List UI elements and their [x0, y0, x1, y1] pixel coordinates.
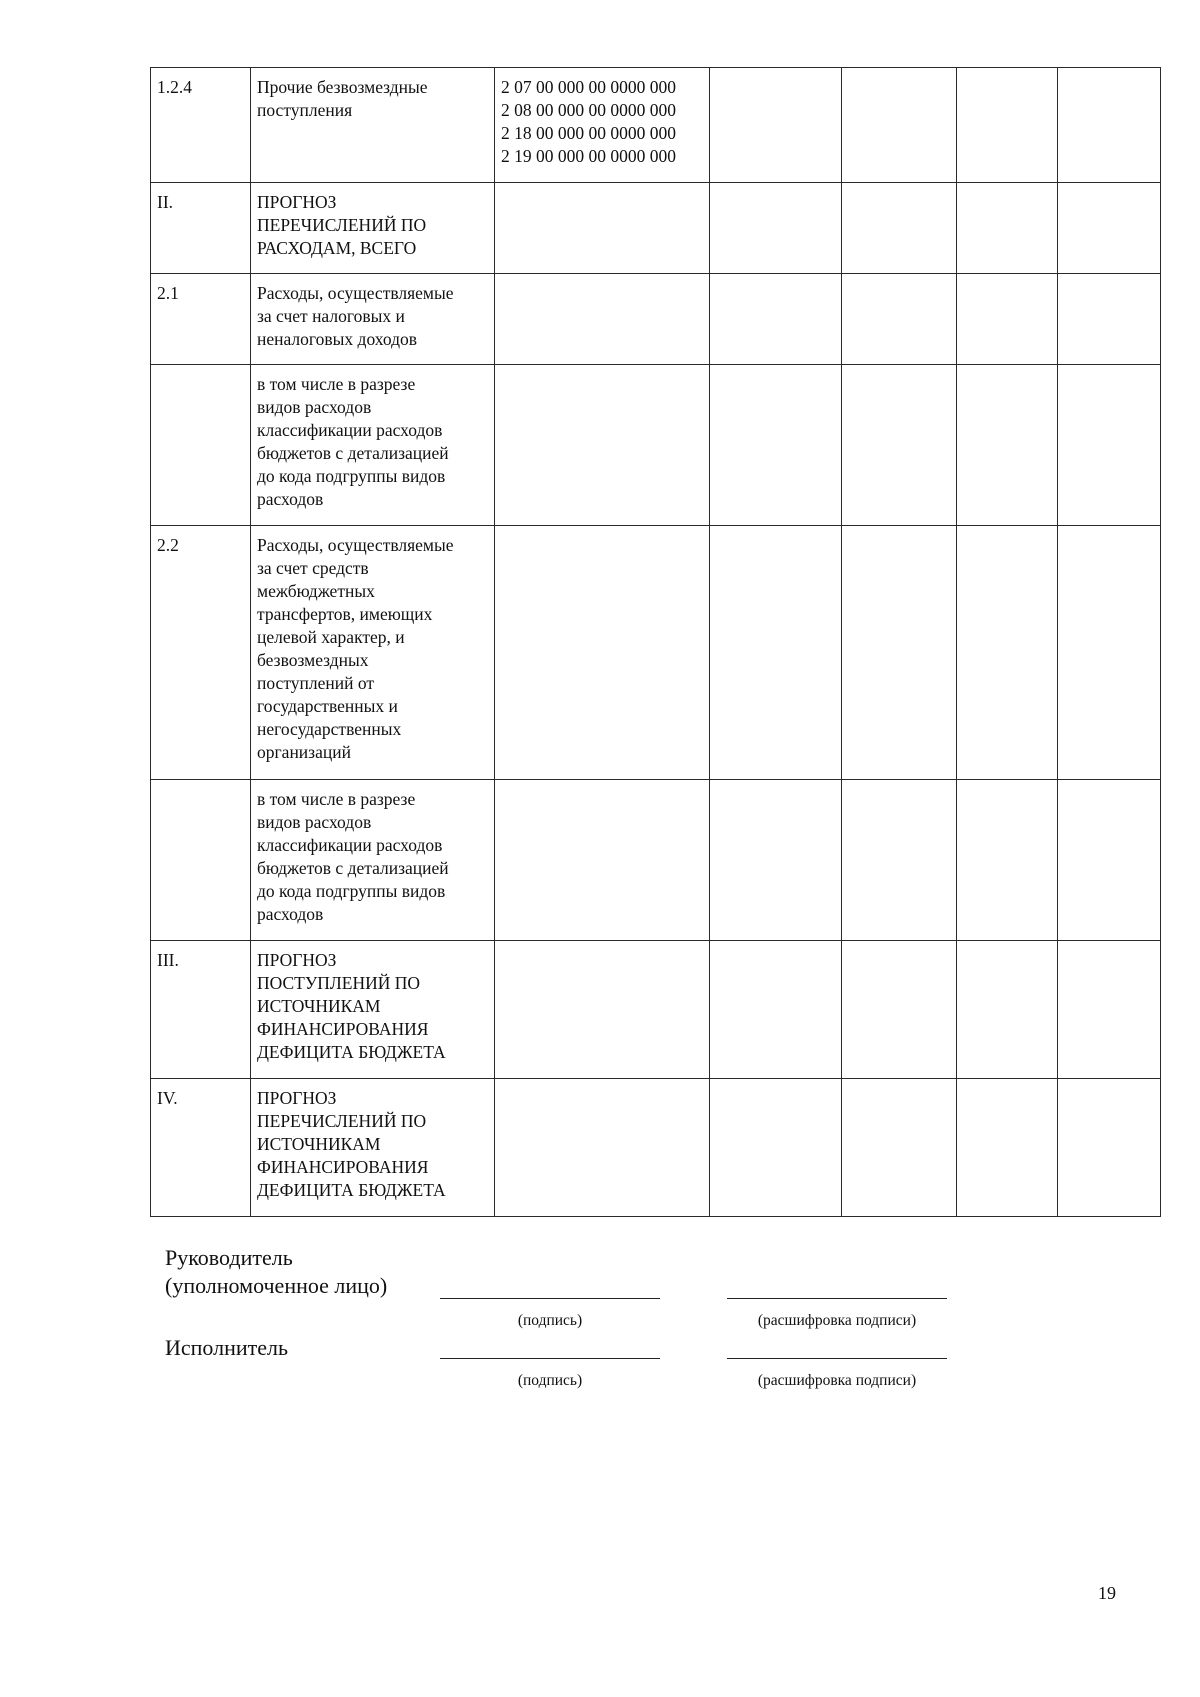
row-name-line: межбюджетных: [257, 581, 375, 601]
row-name-cell: [251, 780, 495, 941]
row-number-cell: [151, 780, 251, 941]
value-cell: [1058, 526, 1161, 780]
row-name-line: ФИНАНСИРОВАНИЯ: [257, 1019, 429, 1039]
row-name-line: безвозмездных: [257, 650, 369, 670]
value-cell: [957, 274, 1058, 365]
forecast-table: [150, 67, 1161, 1217]
executor-signature-line: [440, 1358, 660, 1359]
row-name-line: бюджетов с детализацией: [257, 858, 449, 878]
row-name-line: РАСХОДАМ, ВСЕГО: [257, 238, 417, 258]
value-cell: [1058, 941, 1161, 1079]
row-code-cell: [495, 780, 710, 941]
row-name-line: ИСТОЧНИКАМ: [257, 996, 381, 1016]
table-row: [151, 1079, 1161, 1217]
row-name-cell: [251, 1079, 495, 1217]
row-code-cell: [495, 526, 710, 780]
table-row: [151, 526, 1161, 780]
value-cell: [957, 183, 1058, 274]
head-label: [165, 1244, 387, 1300]
value-cell: [1058, 274, 1161, 365]
value-cell: [957, 365, 1058, 526]
value-cell: [957, 526, 1058, 780]
value-cell: [842, 274, 957, 365]
row-name-line: организаций: [257, 742, 351, 762]
row-name-line: целевой характер, и: [257, 627, 405, 647]
value-cell: [710, 1079, 842, 1217]
table-row: [151, 183, 1161, 274]
row-name-line: в том числе в разрезе: [257, 374, 416, 394]
row-name-line: ДЕФИЦИТА БЮДЖЕТА: [257, 1042, 446, 1062]
row-name-cell: [251, 941, 495, 1079]
table-row: [151, 68, 1161, 183]
value-cell: [710, 68, 842, 183]
head-decoding-caption: (расшифровка подписи): [757, 1312, 917, 1329]
value-cell: [842, 183, 957, 274]
row-name-line: ИСТОЧНИКАМ: [257, 1134, 381, 1154]
row-name-line: негосударственных: [257, 719, 402, 739]
table-row: [151, 274, 1161, 365]
value-cell: [842, 780, 957, 941]
row-code-cell: [495, 941, 710, 1079]
row-number-cell: 1.2.4: [151, 68, 251, 183]
value-cell: [710, 274, 842, 365]
row-name-line: за счет средств: [257, 558, 369, 578]
executor-decoding-caption: (расшифровка подписи): [757, 1372, 917, 1389]
row-name-line: ПЕРЕЧИСЛЕНИЙ ПО: [257, 1111, 427, 1131]
row-number-cell: III.: [151, 941, 251, 1079]
value-cell: [1058, 183, 1161, 274]
value-cell: [842, 365, 957, 526]
table-body: [151, 68, 1161, 1217]
row-name-line: ФИНАНСИРОВАНИЯ: [257, 1157, 429, 1177]
row-code-cell: [495, 274, 710, 365]
row-name-line: государственных и: [257, 696, 398, 716]
row-name-line: ПОСТУПЛЕНИЙ ПО: [257, 973, 421, 993]
value-cell: [842, 941, 957, 1079]
row-name-line: трансфертов, имеющих: [257, 604, 433, 624]
table-row: [151, 365, 1161, 526]
value-cell: [957, 68, 1058, 183]
page-number: 19: [1098, 1583, 1116, 1603]
row-code-line: 2 08 00 000 00 0000 000: [501, 100, 676, 120]
row-code-cell: [495, 1079, 710, 1217]
value-cell: [842, 526, 957, 780]
executor-decoding-line: [727, 1358, 947, 1359]
value-cell: [1058, 68, 1161, 183]
head-label-line1: Руководитель: [165, 1245, 293, 1270]
row-name-cell: [251, 68, 495, 183]
row-code-cell: [495, 365, 710, 526]
row-name-line: ПЕРЕЧИСЛЕНИЙ ПО: [257, 215, 427, 235]
row-name-line: расходов: [257, 489, 324, 509]
head-label-line2: (уполномоченное лицо): [165, 1273, 388, 1298]
row-name-line: поступления: [257, 100, 353, 120]
table-row: [151, 941, 1161, 1079]
row-number-cell: [151, 365, 251, 526]
row-code-line: 2 07 00 000 00 0000 000: [501, 77, 676, 97]
row-name-line: до кода подгруппы видов: [257, 466, 446, 486]
value-cell: [957, 1079, 1058, 1217]
row-code-line: 2 19 00 000 00 0000 000: [501, 146, 676, 166]
row-name-line: классификации расходов: [257, 420, 443, 440]
row-name-line: Прочие безвозмездные: [257, 77, 428, 97]
value-cell: [842, 1079, 957, 1217]
value-cell: [710, 183, 842, 274]
value-cell: [1058, 1079, 1161, 1217]
row-name-line: ПРОГНОЗ: [257, 1088, 337, 1108]
row-name-line: видов расходов: [257, 397, 372, 417]
row-code-cell: [495, 68, 710, 183]
row-name-line: Расходы, осуществляемые: [257, 535, 454, 555]
row-number-cell: 2.1: [151, 274, 251, 365]
row-name-cell: [251, 183, 495, 274]
row-name-line: неналоговых доходов: [257, 329, 418, 349]
row-name-line: поступлений от: [257, 673, 374, 693]
value-cell: [710, 941, 842, 1079]
row-name-line: в том числе в разрезе: [257, 789, 416, 809]
value-cell: [957, 780, 1058, 941]
row-name-line: Расходы, осуществляемые: [257, 283, 454, 303]
row-number-cell: 2.2: [151, 526, 251, 780]
table-row: [151, 780, 1161, 941]
row-number-cell: IV.: [151, 1079, 251, 1217]
head-decoding-line: [727, 1298, 947, 1299]
head-signature-line: [440, 1298, 660, 1299]
value-cell: [842, 68, 957, 183]
row-name-line: ПРОГНОЗ: [257, 192, 337, 212]
value-cell: [710, 526, 842, 780]
row-name-line: до кода подгруппы видов: [257, 881, 446, 901]
row-name-line: ПРОГНОЗ: [257, 950, 337, 970]
row-name-cell: [251, 365, 495, 526]
value-cell: [710, 365, 842, 526]
executor-signature-caption: (подпись): [517, 1372, 583, 1389]
row-name-cell: [251, 274, 495, 365]
row-name-line: расходов: [257, 904, 324, 924]
row-code-line: 2 18 00 000 00 0000 000: [501, 123, 676, 143]
executor-label: Исполнитель: [165, 1335, 289, 1360]
value-cell: [1058, 365, 1161, 526]
row-name-line: за счет налоговых и: [257, 306, 405, 326]
row-name-line: ДЕФИЦИТА БЮДЖЕТА: [257, 1180, 446, 1200]
row-code-cell: [495, 183, 710, 274]
value-cell: [957, 941, 1058, 1079]
row-name-line: бюджетов с детализацией: [257, 443, 449, 463]
value-cell: [1058, 780, 1161, 941]
row-name-line: классификации расходов: [257, 835, 443, 855]
value-cell: [710, 780, 842, 941]
row-number-cell: II.: [151, 183, 251, 274]
row-name-cell: [251, 526, 495, 780]
head-signature-caption: (подпись): [517, 1312, 583, 1329]
row-name-line: видов расходов: [257, 812, 372, 832]
